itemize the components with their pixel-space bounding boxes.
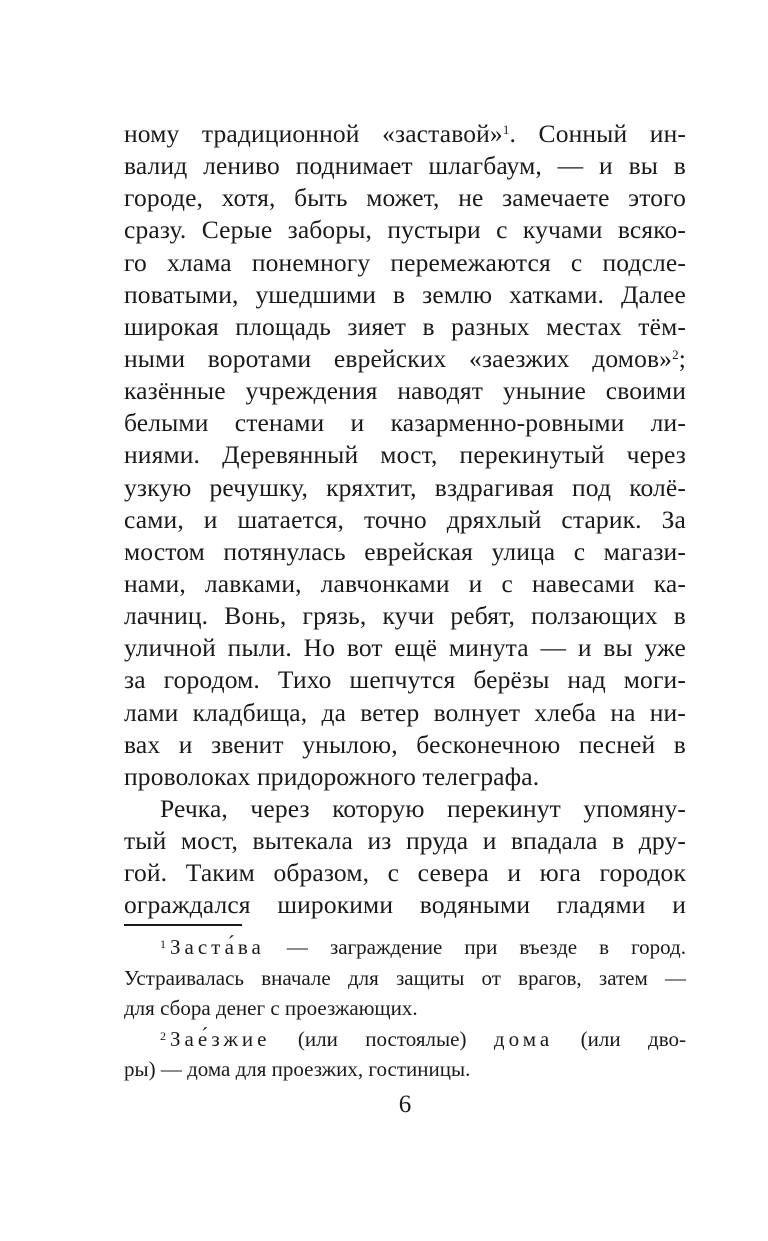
text-line: тый мост, вытекала из пруда и впадала в дру- xyxy=(124,826,686,856)
page-number: 6 xyxy=(398,1091,412,1118)
footnotes xyxy=(124,932,686,1085)
text-line: городе, хотя, быть может, не замечаете этого xyxy=(124,183,686,213)
text-line: ограждался широкими водяными гладями и xyxy=(124,890,686,920)
footnote-term: Заста́ва xyxy=(170,935,265,959)
text-line: белыми стенами и казарменно-ровными ли- xyxy=(124,408,686,438)
text-line: проволоках придорожного телеграфа. xyxy=(124,761,540,791)
footnote-2-line: ры) — дома для проезжих, гостиницы. xyxy=(124,1057,471,1082)
text-line: мостом потянулась еврейская улица с магази- xyxy=(124,536,686,566)
text-line: го хлама понемногу перемежаются с подсле- xyxy=(124,247,686,277)
text-line: ными воротами еврейских «заезжих домов»$^2$; xyxy=(124,343,686,373)
footnote-1: $^1$ Заста́ва — заграждение при въезде в город. xyxy=(160,935,686,959)
text-line: валид лениво поднимает шлагбаум, — и вы в xyxy=(124,151,686,181)
text-line: казённые учреждения наводят уныние своими xyxy=(124,376,686,406)
footnote-mark-2: 2 xyxy=(160,1028,166,1043)
footnote-separator xyxy=(124,924,242,926)
text-line: сразу. Серые заборы, пустыри с кучами всяко- xyxy=(124,215,686,245)
footnote-1-line: для сбора денег с проезжающих. xyxy=(124,996,418,1021)
footnote-2: $^2$ Зае́зжие (или постоялые) дома (или дво- xyxy=(160,1026,687,1051)
text-line: лами кладбища, да ветер волнует хлеба на ни- xyxy=(124,697,686,727)
text-line: Речка, через которую перекинут упомяну- xyxy=(160,793,686,823)
text-line: широкая площадь зияет в разных местах тём- xyxy=(124,311,686,341)
text-line: уличной пыли. Но вот ещё минута — и вы уже xyxy=(124,633,686,663)
text-line: сами, и шатается, точно дряхлый старик. За xyxy=(124,504,686,534)
text-line: лачниц. Вонь, грязь, кучи ребят, ползающих в xyxy=(124,601,686,631)
body-text xyxy=(124,118,686,922)
footnote-1-line: Устраивалась вначале для защиты от врагов, затем — xyxy=(124,965,686,990)
text-line: вах и звенит унылою, бесконечною песней в xyxy=(124,729,686,759)
footnote-reference-2[interactable]: 2 xyxy=(672,346,679,362)
text-line: ному традиционной «заставой»$^1$. Сонный ин- xyxy=(124,119,687,148)
footnote-term: Зае́зжие xyxy=(170,1026,271,1051)
text-line: гой. Таким образом, с севера и юга городок xyxy=(124,858,686,888)
text-line: поватыми, ушедшими в землю хатками. Далее xyxy=(124,279,686,309)
footnote-term: дома xyxy=(493,1026,554,1051)
text-line: ниями. Деревянный мост, перекинутый через xyxy=(124,440,686,470)
text-line: узкую речушку, кряхтит, вздрагивая под колё- xyxy=(124,472,686,502)
text-line: нами, лавками, лавчонками и с навесами ка- xyxy=(124,568,686,598)
text-line: за городом. Тихо шепчутся берёзы над моги- xyxy=(124,665,686,695)
footnote-mark-1: 1 xyxy=(160,937,166,951)
footnote-reference-1[interactable]: 1 xyxy=(502,122,510,137)
